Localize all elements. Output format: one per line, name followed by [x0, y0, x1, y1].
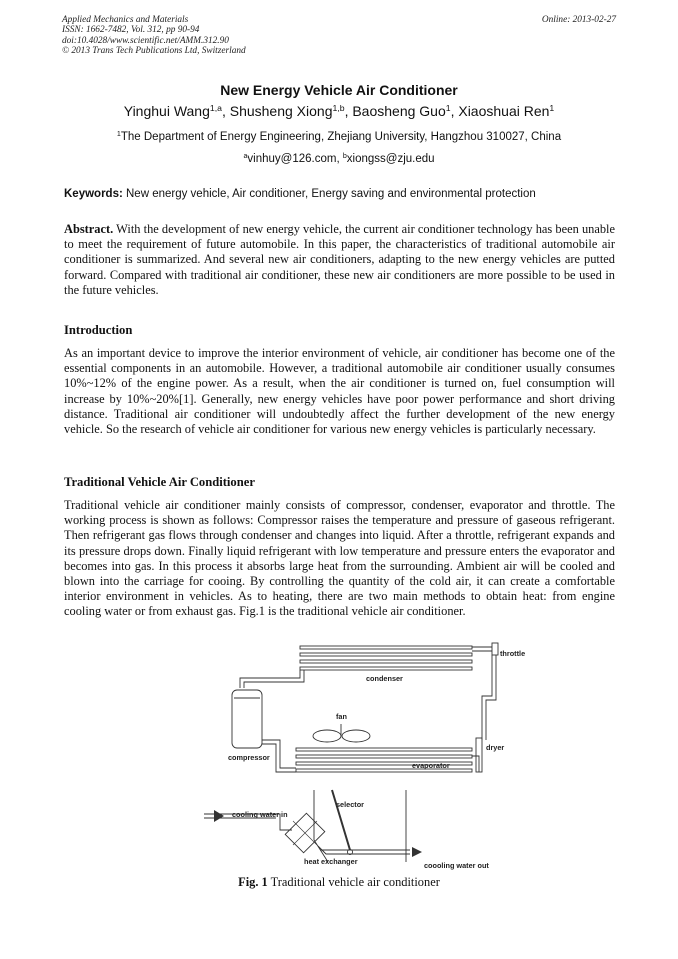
condenser-tube — [300, 660, 472, 663]
author-separator: , — [344, 103, 353, 119]
journal-name: Applied Mechanics and Materials — [62, 15, 189, 25]
traditional-paragraph: Traditional vehicle air conditioner mainly consists of compressor, condenser, evaporator and throttle. The working process is shown as follows: Compressor raises the temperature and pressure of gaseous refrigerant. Then refrigerant gas flows through condenser and changes into liquid. After a throttle, refrigerant expands and its pressure drops down. Finally liquid refrigerant with low temperature and pressure enters the evaporator and becomes into gas. In this process it absorbs large heat from the surrounding. Ambient air will be cooled and blown into the carriage for cooing. By controlling the quantity of the cold air, it can create a comfortable interior environment in vehicles. As to heating, there are two main methods to obtain heat: from engine cooling water or from exhaust gas. Fig.1 is the traditional vehicle air conditioner. — [64, 498, 615, 619]
abstract-paragraph — [64, 222, 615, 298]
figure-caption-text: Traditional vehicle air conditioner — [270, 875, 440, 889]
figure-caption — [0, 875, 678, 890]
email-b[interactable]: xiongss@zju.edu — [346, 153, 435, 165]
introduction-heading: Introduction — [64, 323, 133, 337]
abstract-label: Abstract. — [64, 222, 114, 236]
author-name: Baosheng Guo — [352, 103, 446, 119]
email-sup-a: a — [243, 152, 248, 161]
pipe — [240, 670, 300, 688]
author-sup: 1,a — [209, 103, 222, 114]
doi-line: doi:10.4028/www.scientific.net/AMM.312.90 — [62, 35, 229, 46]
pipe — [486, 655, 496, 740]
condenser-tube — [300, 653, 472, 656]
condenser-tube — [300, 646, 472, 649]
evaporator-label: evaporator — [412, 761, 450, 770]
condenser-label: condenser — [366, 674, 403, 683]
pipe — [472, 756, 479, 772]
author-emails — [0, 153, 678, 165]
air-conditioner-diagram — [200, 640, 530, 872]
evaporator-tube — [296, 748, 472, 751]
cooling-water-in-label: cooling water in — [232, 810, 288, 819]
pipe — [244, 670, 304, 688]
author-list — [0, 103, 678, 119]
email-separator: , — [336, 153, 343, 165]
copyright-line: © 2013 Trans Tech Publications Ltd, Switzerland — [62, 46, 246, 57]
arrow-in — [214, 810, 224, 822]
keywords-text: New energy vehicle, Air conditioner, Energy saving and environmental protection — [126, 188, 536, 200]
dryer-label: dryer — [486, 743, 505, 752]
author-separator: , — [221, 103, 230, 119]
introduction-paragraph: As an important device to improve the interior environment of vehicle, air conditioner has become one of the essential components in an automobile. However, a traditional automobile air conditioner usually consumes 10%~12% of the engine power. As a result, when the air conditioner is turned on, fuel consumption will increase by 10%~20%[1]. Generally, new energy vehicles have poor power performance and short driving distance. Traditional air conditioner will undoubtedly affect the further development of the new energy vehicle. So the research of vehicle air conditioner for various new energy vehicles is particularly necessary. — [64, 346, 615, 437]
selector-label: selector — [336, 800, 364, 809]
keywords-line — [64, 188, 624, 200]
author-name: Shusheng Xiong — [229, 103, 333, 119]
online-date: Online: 2013-02-27 — [541, 15, 616, 25]
cooling-water-out-label: coooling water out — [424, 861, 489, 870]
fan-blade — [342, 730, 370, 742]
fan-label: fan — [336, 712, 347, 721]
throttle-label: throttle — [500, 649, 526, 658]
selector-flap — [332, 790, 350, 850]
throttle-valve — [492, 643, 498, 655]
compressor-label: compressor — [228, 753, 270, 762]
author-separator: , — [450, 103, 459, 119]
arrow-out — [412, 847, 422, 857]
condenser-tube — [300, 667, 472, 670]
author-sup: 1 — [445, 103, 451, 114]
email-sup-b: b — [342, 152, 347, 161]
issn-line: ISSN: 1662-7482, Vol. 312, pp 90-94 — [62, 25, 200, 36]
compressor-body — [232, 690, 262, 748]
evaporator-tube — [296, 755, 472, 758]
abstract-text: With the development of new energy vehicle, the current air conditioner technology has been unable to meet the requirement of future automobile. In this paper, the characteristics of traditional automobile air conditioner is summarized. And several new air conditioners, adapting to the new energy vehicles are putted forward. Compared with traditional air conditioner, these new air conditioners are more possible to be used in the future vehicles. — [64, 222, 615, 297]
journal-header — [62, 15, 246, 57]
traditional-heading: Traditional Vehicle Air Conditioner — [64, 475, 255, 489]
heat-exchanger-label: heat exchanger — [304, 857, 358, 866]
paper-title: New Energy Vehicle Air Conditioner — [220, 82, 458, 98]
figure-caption-label: Fig. 1 — [238, 875, 268, 889]
pipe — [482, 655, 492, 740]
author-sup: 1,b — [332, 103, 345, 114]
keywords-label: Keywords: — [64, 188, 123, 200]
affiliation — [0, 131, 678, 143]
author-name: Xiaoshuai Ren — [458, 103, 550, 119]
air-duct — [314, 790, 328, 862]
affiliation-text: The Department of Energy Engineering, Zhejiang University, Hangzhou 310027, China — [120, 131, 562, 143]
fan-blade — [313, 730, 341, 742]
author-sup: 1 — [549, 103, 555, 114]
affiliation-sup: 1 — [116, 130, 121, 139]
author-name: Yinghui Wang — [123, 103, 210, 119]
email-a[interactable]: vinhuy@126.com — [247, 153, 337, 165]
